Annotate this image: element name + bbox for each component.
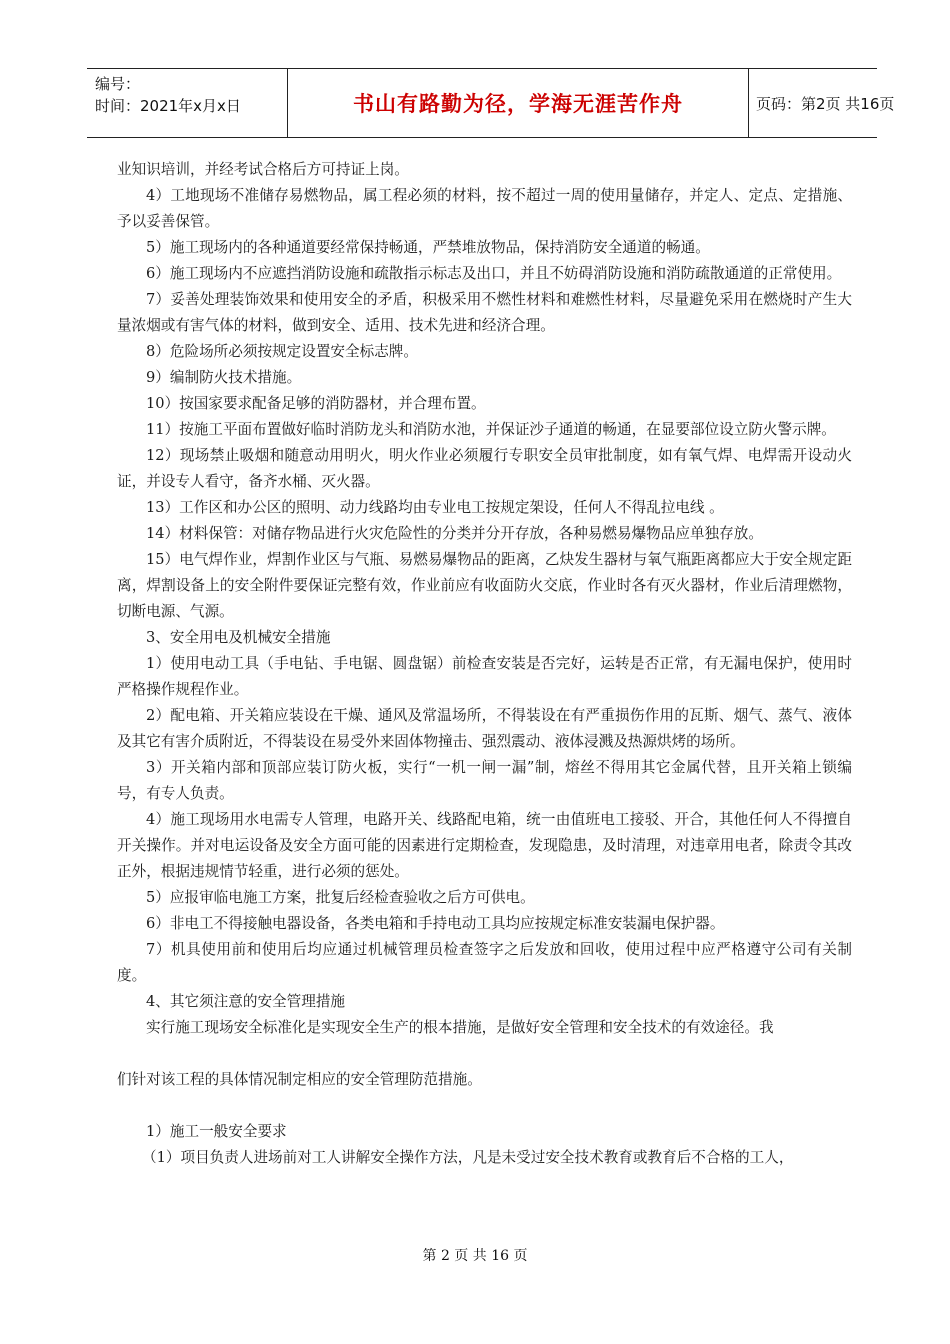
paragraph: 5）施工现场内的各种通道要经常保持畅通，严禁堆放物品，保持消防安全通道的畅通。 <box>146 239 710 256</box>
header-page-cell <box>748 69 895 137</box>
paragraph: 11）按施工平面布置做好临时消防龙头和消防水池，并保证沙子通道的畅通，在显要部位设立防火警示牌。 <box>146 421 836 438</box>
serial-number-label: 编号： <box>95 75 141 93</box>
page-footer: 第 2 页 共 16 页 <box>422 1248 528 1264</box>
motto-text: 书山有路勤为径，学海无涯苦作舟 <box>353 92 683 116</box>
paragraph: 14）材料保管：对储存物品进行火灾危险性的分类并分开存放，各种易燃易爆物品应单独存放。 <box>146 525 763 542</box>
paragraph: 12）现场禁止吸烟和随意动用明火，明火作业必须履行专职安全员审批制度，如有氧气焊、电焊需开设动火证，并设专人看守，备齐水桶、灭火器。 <box>117 447 852 490</box>
paragraph: （1）项目负责人进场前对工人讲解安全操作方法，凡是未受过安全技术教育或教育后不合格的工人， <box>142 1149 794 1166</box>
page-header <box>87 68 895 138</box>
paragraph: 7）机具使用前和使用后均应通过机械管理员检查签字之后发放和回收，使用过程中应严格遵守公司有关制度。 <box>117 941 852 984</box>
paragraph: 2）配电箱、开关箱应装设在干燥、通风及常温场所，不得装设在有严重损伤作用的瓦斯、烟气、蒸气、液体及其它有害介质附近，不得装设在易受外来固体物撞击、强烈震动、液体浸溅及热源烘烤的场所。 <box>117 707 852 750</box>
paragraph: 15）电气焊作业，焊割作业区与气瓶、易燃易爆物品的距离，乙炔发生器材与氧气瓶距离都应大于安全规定距离，焊割设备上的安全附件要保证完整有效，作业前应有收面防火交底，作业时各有灭火器材，作业后清理燃物，切断电源、气源。 <box>117 551 852 620</box>
paragraph: 实行施工现场安全标准化是实现安全生产的根本措施，是做好安全管理和安全技术的有效途径。我 <box>146 1019 774 1036</box>
paragraph: 6）非电工不得接触电器设备，各类电箱和手持电动工具均应按规定标准安装漏电保护器。 <box>146 915 725 932</box>
paragraph: 6）施工现场内不应遮挡消防设施和疏散指示标志及出口，并且不妨碍消防设施和消防疏散通道的正常使用。 <box>146 265 842 282</box>
paragraph: 13）工作区和办公区的照明、动力线路均由专业电工按规定架设，任何人不得乱拉电线 。 <box>146 499 724 516</box>
paragraph: 4）施工现场用水电需专人管理，电路开关、线路配电箱，统一由值班电工接驳、开合，其他任何人不得擅自开关操作。并对电运设备及安全方面可能的因素进行定期检查，发现隐患，及时清理，对违章用电者，除责令其改正外，根据违规情节轻重，进行必须的惩处。 <box>117 811 852 880</box>
paragraph: 业知识培训，并经考试合格后方可持证上岗。 <box>117 161 409 178</box>
paragraph: 4）工地现场不准储存易燃物品，属工程必须的材料，按不超过一周的使用量储存，并定人、定点、定措施、予以妥善保管。 <box>117 187 852 230</box>
paragraph: 8）危险场所必须按规定设置安全标志牌。 <box>146 343 418 360</box>
header-motto-cell <box>287 69 749 137</box>
section-heading: 3、安全用电及机械安全措施 <box>146 629 331 646</box>
paragraph: 5）应报审临电施工方案，批复后经检查验收之后方可供电。 <box>146 889 535 906</box>
date-label: 时间：2021年x月x日 <box>95 97 241 115</box>
paragraph: 们针对该工程的具体情况制定相应的安全管理防范措施。 <box>117 1071 482 1088</box>
paragraph: 10）按国家要求配备足够的消防器材，并合理布置。 <box>146 395 486 412</box>
paragraph: 1）使用电动工具（手电钻、手电锯、圆盘锯）前检查安装是否完好，运转是否正常，有无漏电保护，使用时严格操作规程作业。 <box>117 655 852 698</box>
subsection-heading: 1）施工一般安全要求 <box>146 1123 287 1140</box>
paragraph: 7）妥善处理装饰效果和使用安全的矛盾，积极采用不燃性材料和难燃性材料，尽量避免采用在燃烧时产生大量浓烟或有害气体的材料，做到安全、适用、技术先进和经济合理。 <box>117 291 852 334</box>
paragraph: 9）编制防火技术措施。 <box>146 369 302 386</box>
section-heading: 4、其它须注意的安全管理措施 <box>146 993 346 1010</box>
page-code: 页码：第2页 共16页 <box>756 94 895 113</box>
header-info-cell <box>87 69 287 137</box>
document-body <box>117 157 852 1171</box>
paragraph: 3）开关箱内部和顶部应装订防火板，实行“一机一闸一漏”制，熔丝不得用其它金属代替，且开关箱上锁编号，有专人负责。 <box>117 759 852 802</box>
